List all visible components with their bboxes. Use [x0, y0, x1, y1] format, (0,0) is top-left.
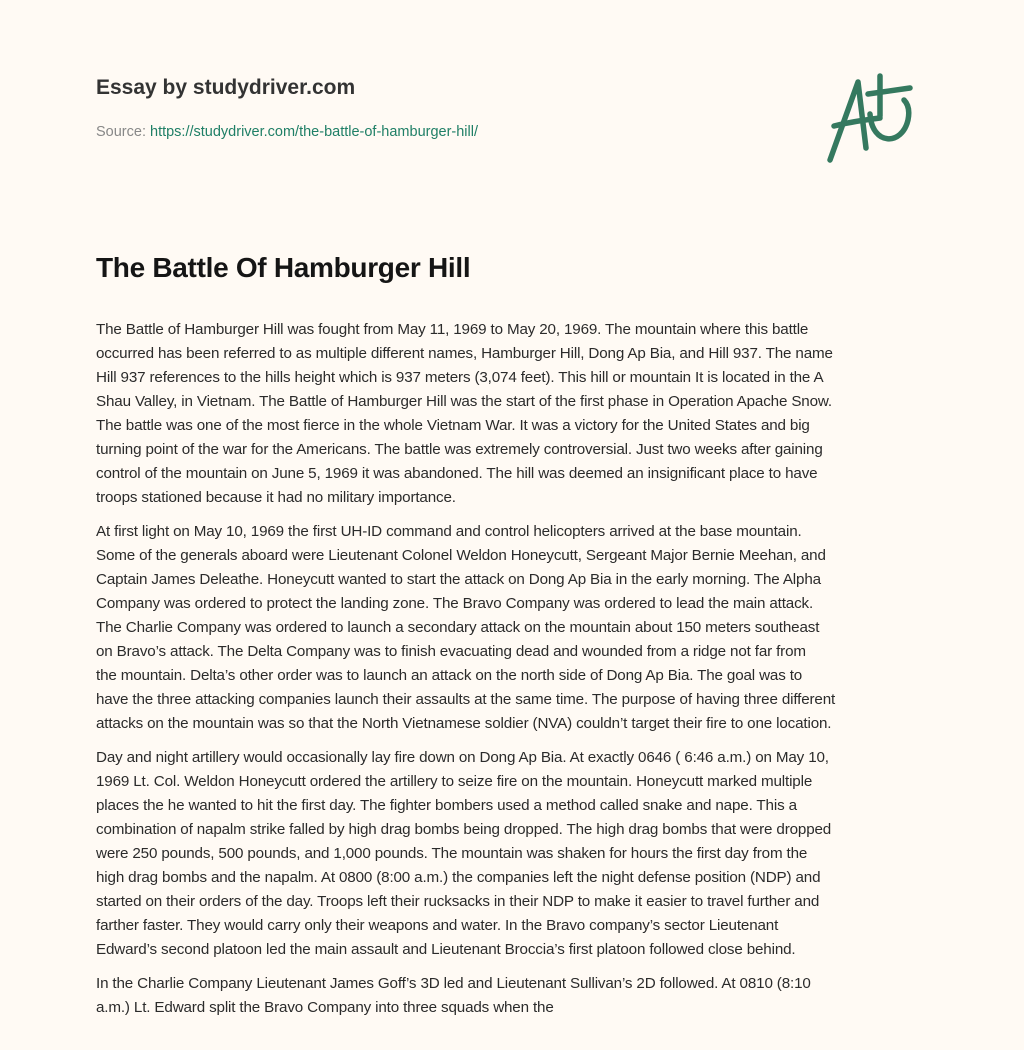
paragraph-line: 1969 Lt. Col. Weldon Honeycutt ordered the artillery to seize fire on the mountain. Honeycutt marked multiple: [96, 773, 813, 790]
paragraph-line: Captain James Deleathe. Honeycutt wanted to start the attack on Dong Ap Bia in the early morning. The Alpha: [96, 571, 821, 588]
paragraph-line: started on their orders of the day. Troops left their rucksacks in their NDP to make it easier to travel further and: [96, 893, 820, 910]
paragraph-line: In the Charlie Company Lieutenant James Goff’s 3D led and Lieutenant Sullivan’s 2D followed. At 0810 (8:10: [96, 975, 811, 992]
paragraph: [96, 318, 936, 510]
paragraph-line: troops stationed because it had no military importance.: [96, 489, 456, 506]
paragraph-line: places the he wanted to hit the first day. The fighter bombers used a method called snake and nape. This a: [96, 797, 797, 814]
a-plus-logo-icon: [820, 68, 930, 168]
paragraph-line: Company was ordered to protect the landing zone. The Bravo Company was ordered to lead the main attack.: [96, 595, 814, 612]
paragraph-line: Hill 937 references to the hills height which is 937 meters (3,074 feet). This hill or mountain It is located in the A: [96, 369, 824, 386]
article-body: [96, 318, 936, 1030]
paragraph-line: At first light on May 10, 1969 the first UH-ID command and control helicopters arrived at the base mountain.: [96, 523, 802, 540]
paragraph-line: a.m.) Lt. Edward split the Bravo Company into three squads when the: [96, 999, 554, 1016]
paragraph-line: The Charlie Company was ordered to launch a secondary attack on the mountain about 150 meters southeast: [96, 619, 820, 636]
paragraph-line: combination of napalm strike falled by high drag bombs being dropped. The high drag bombs that were dropped: [96, 821, 832, 838]
paragraph: [96, 520, 936, 736]
paragraph-line: The battle was one of the most fierce in the whole Vietnam War. It was a victory for the United States and big: [96, 417, 810, 434]
paragraph-line: were 250 pounds, 500 pounds, and 1,000 pounds. The mountain was shaken for hours the first day from the: [96, 845, 808, 862]
source-line: [96, 124, 478, 140]
article-title: The Battle Of Hamburger Hill: [96, 252, 471, 283]
paragraph-line: on Bravo’s attack. The Delta Company was to finish evacuating dead and wounded from a ridge not far from: [96, 643, 806, 660]
paragraph: [96, 746, 936, 962]
paragraph-line: Shau Valley, in Vietnam. The Battle of Hamburger Hill was the start of the first phase in Operation Apache Snow.: [96, 393, 832, 410]
source-label: Source:: [96, 124, 150, 140]
paragraph-line: turning point of the war for the Americans. The battle was extremely controversial. Just two weeks after gaining: [96, 441, 823, 458]
paragraph-line: Some of the generals aboard were Lieutenant Colonel Weldon Honeycutt, Sergeant Major Bernie Meehan, and: [96, 547, 826, 564]
paragraph-line: the mountain. Delta’s other order was to launch an attack on the north side of Dong Ap Bia. The goal was to: [96, 667, 803, 684]
paragraph-line: have the three attacking companies launch their assaults at the same time. The purpose of having three different: [96, 691, 836, 708]
paragraph-line: control of the mountain on June 5, 1969 it was abandoned. The hill was deemed an insignificant place to have: [96, 465, 818, 482]
paragraph-line: high drag bombs and the napalm. At 0800 (8:00 a.m.) the companies left the night defense position (NDP) and: [96, 869, 821, 886]
site-brand: Essay by studydriver.com: [96, 76, 356, 99]
paragraph: [96, 972, 936, 1020]
paragraph-line: occurred has been referred to as multiple different names, Hamburger Hill, Dong Ap Bia, and Hill 937. The name: [96, 345, 833, 362]
source-link[interactable]: https://studydriver.com/the-battle-of-hamburger-hill/: [150, 124, 478, 140]
paragraph-line: Day and night artillery would occasionally lay fire down on Dong Ap Bia. At exactly 0646 ( 6:46 a.m.) on May 10,: [96, 749, 829, 766]
paragraph-line: The Battle of Hamburger Hill was fought from May 11, 1969 to May 20, 1969. The mountain where this battle: [96, 321, 809, 338]
paragraph-line: farther faster. They would carry only their weapons and water. In the Bravo company’s sector Lieutenant: [96, 917, 779, 934]
paragraph-line: Edward’s second platoon led the main assault and Lieutenant Broccia’s first platoon followed close behind.: [96, 941, 796, 958]
paragraph-line: attacks on the mountain was so that the North Vietnamese soldier (NVA) couldn’t target their fire to one location.: [96, 715, 832, 732]
